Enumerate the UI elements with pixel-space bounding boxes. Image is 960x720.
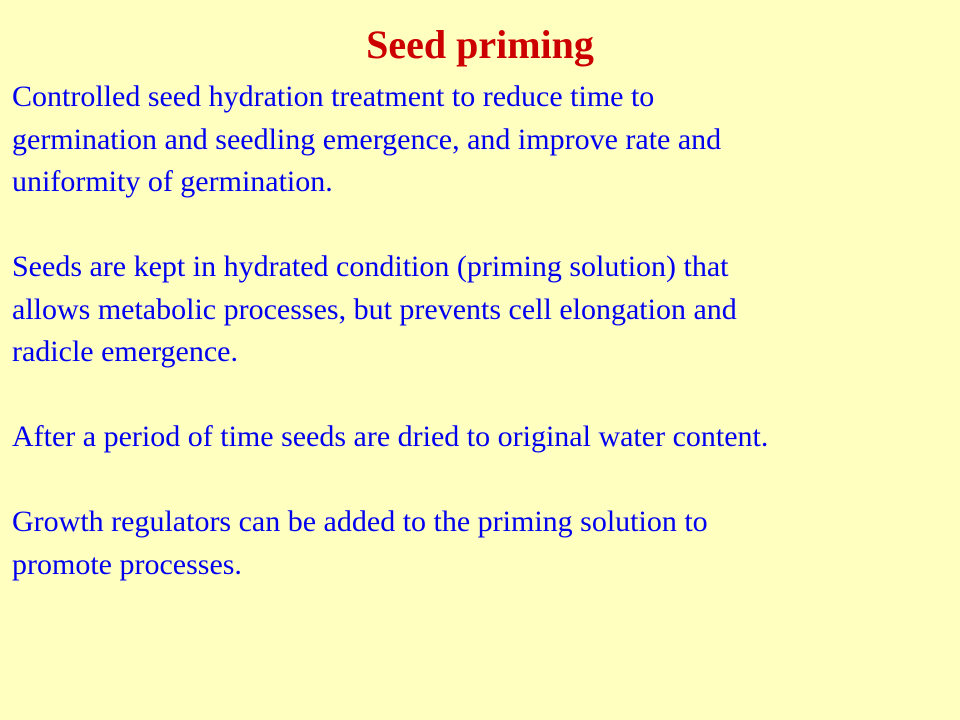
- text-line: Growth regulators can be added to the priming solution to: [12, 505, 708, 538]
- text-line: Seeds are kept in hydrated condition (priming solution) that: [12, 250, 729, 283]
- text-line: Controlled seed hydration treatment to reduce time to: [12, 80, 655, 113]
- paragraph-hydrated-condition: [12, 246, 952, 374]
- paragraph-growth-regulators: [12, 501, 952, 586]
- text-line: allows metabolic processes, but prevents cell elongation and: [12, 292, 737, 326]
- text-line: promote processes.: [12, 547, 242, 581]
- paragraph-definition: [12, 76, 952, 204]
- text-line: After a period of time seeds are dried to original water content.: [12, 420, 769, 453]
- text-line: uniformity of germination.: [12, 165, 333, 198]
- slide-body: [12, 76, 952, 629]
- paragraph-drying: [12, 416, 952, 459]
- text-line: radicle emergence.: [12, 335, 238, 368]
- text-line: germination and seedling emergence, and improve rate and: [12, 122, 722, 156]
- slide-title: Seed priming: [366, 22, 594, 67]
